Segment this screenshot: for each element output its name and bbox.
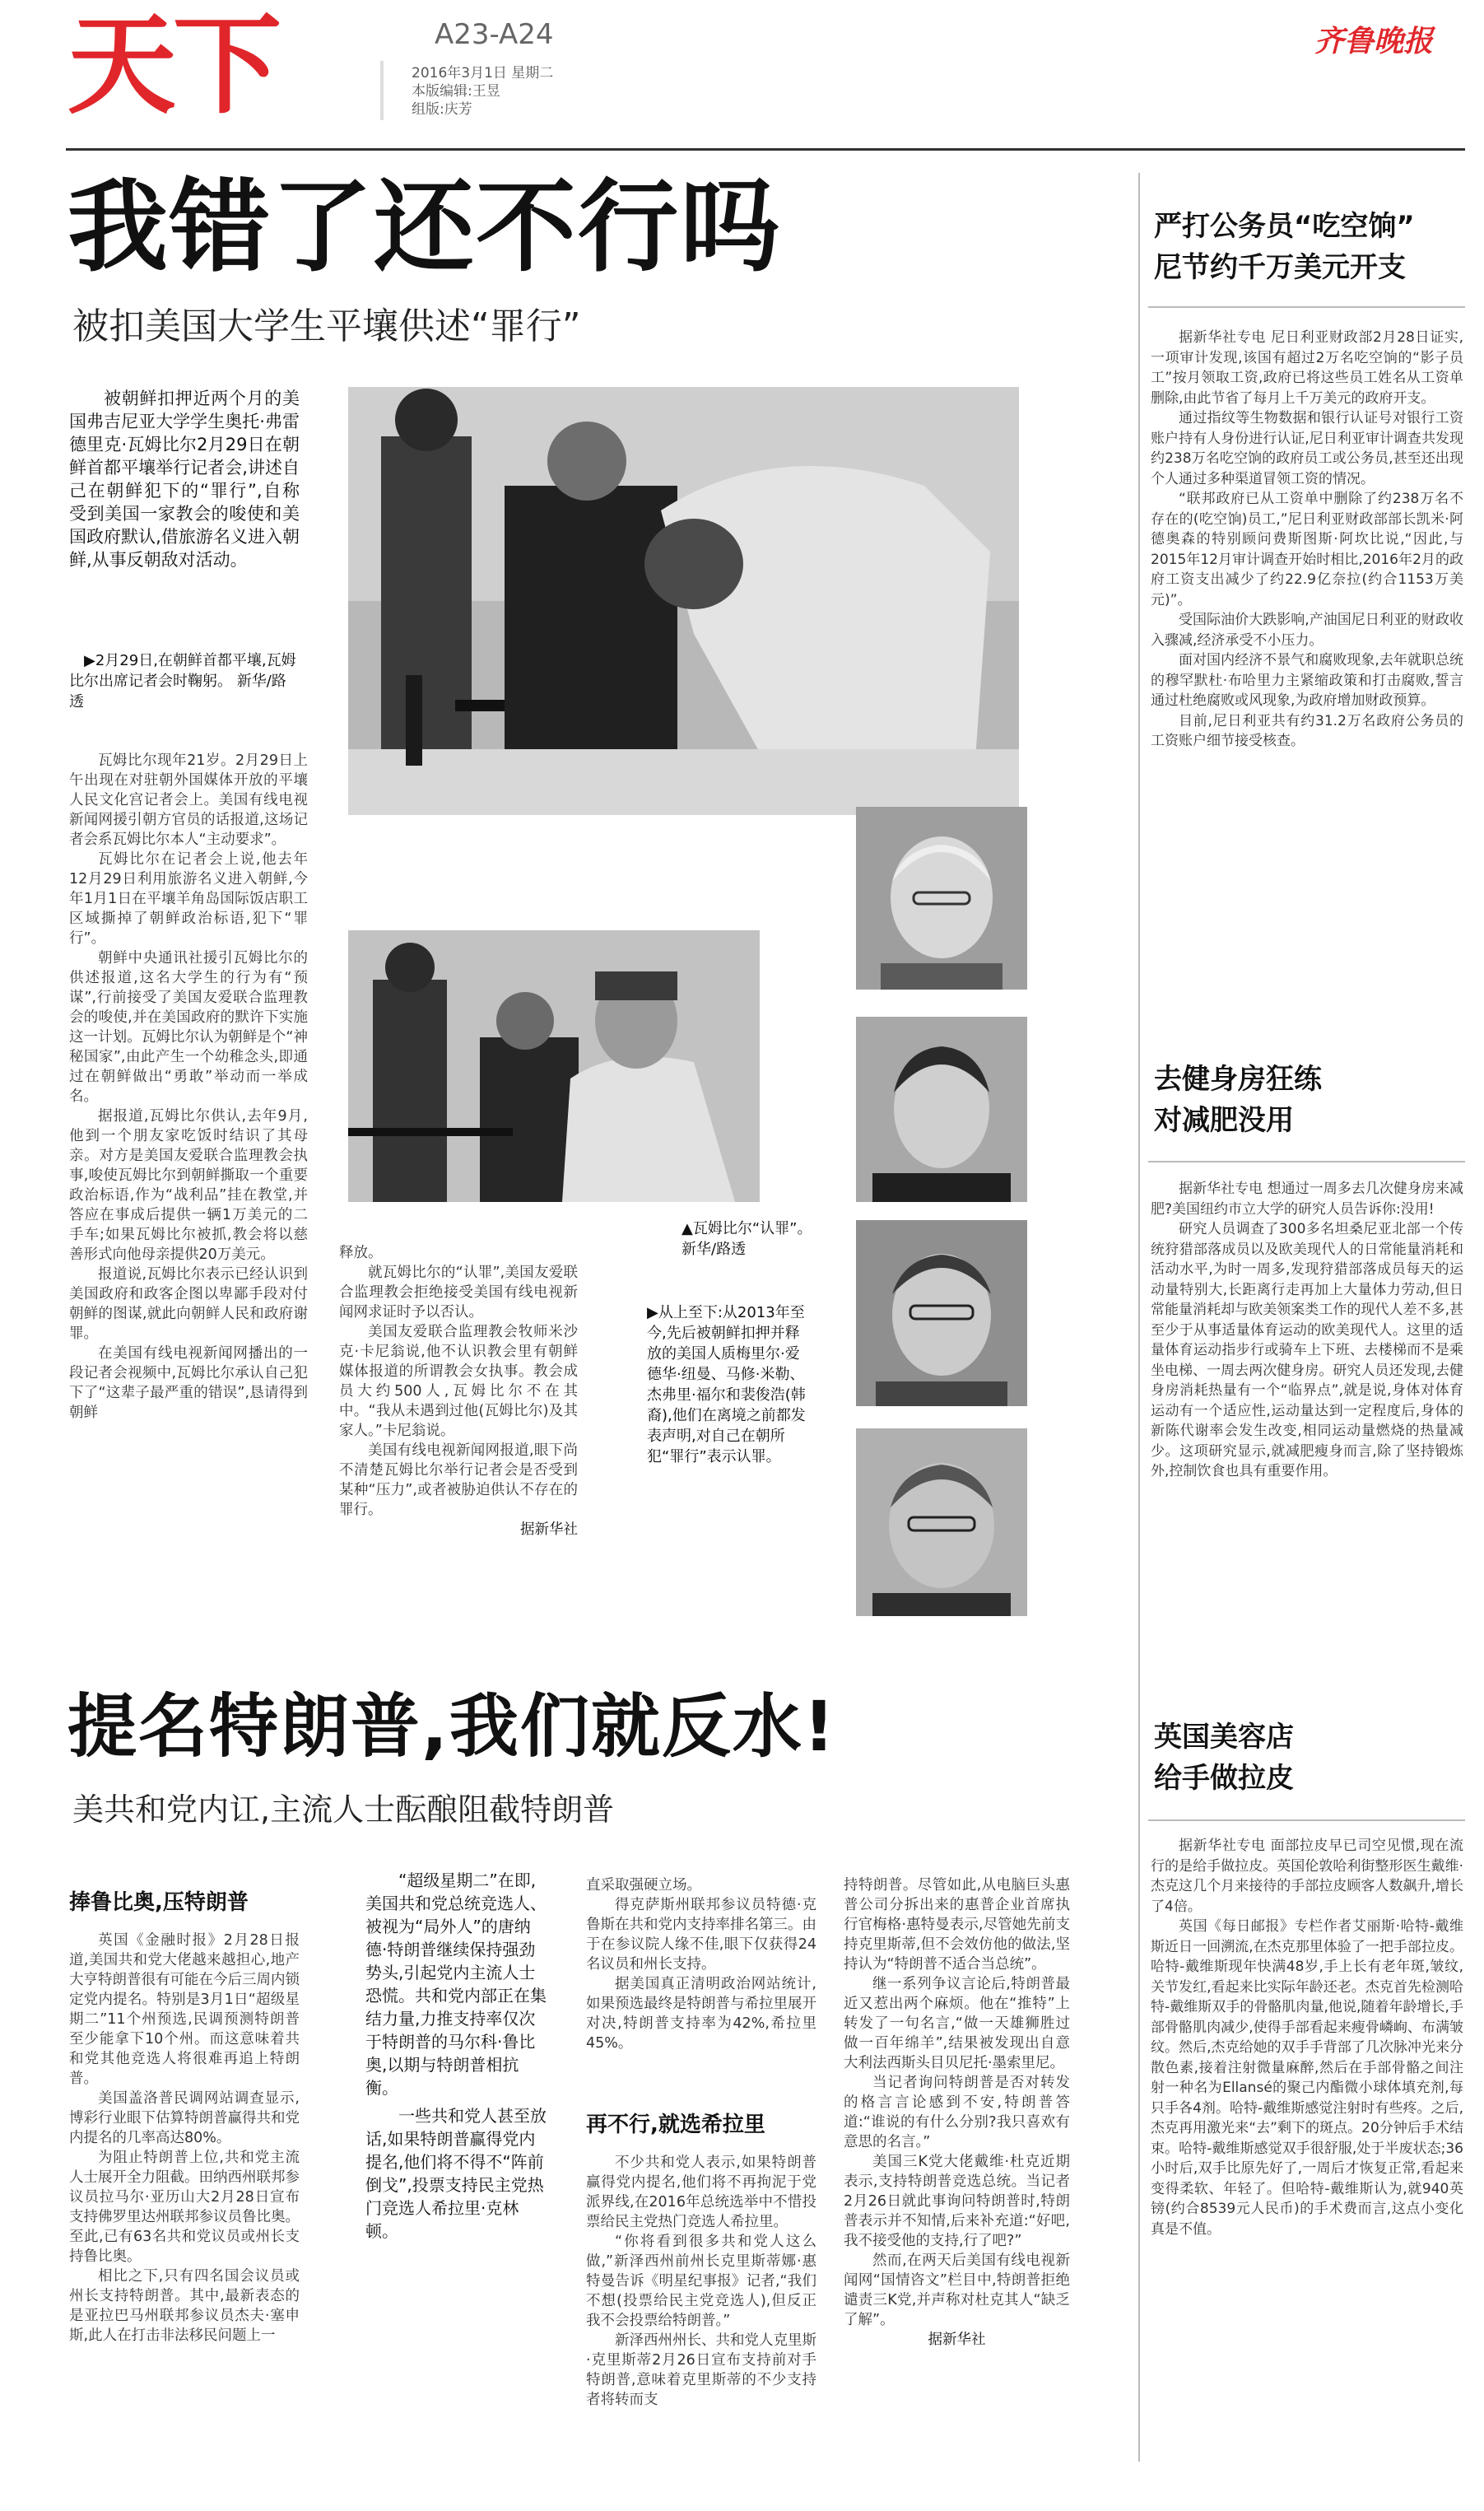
photo-student-bowing-image: [348, 387, 1019, 815]
masthead: 天下: [67, 2, 278, 129]
paragraph: 瓦姆比尔现年21岁。2月29日上午出现在对驻朝外国媒体开放的平壤人民文化宫记者会上。美国有线电视新闻网援引朝方官员的话报道,这场记者会系瓦姆比尔本人“主动要求”。: [69, 752, 308, 848]
paragraph: 受国际油价大跌影响,产油国尼日利亚的财政收入骤减,经济承受不小压力。: [1151, 612, 1463, 649]
header-rule: [66, 148, 1465, 151]
photo-student-bowing: [348, 387, 1019, 815]
paragraph: 报道说,瓦姆比尔表示已经认识到美国政府和政客企图以卑鄙手段对付朝鲜的图谋,就此向朝鲜人民和政府谢罪。: [69, 1266, 308, 1342]
portrait-fowle-image: [856, 1220, 1027, 1406]
sidebar-story1-title: [1154, 206, 1415, 288]
story2-column3: [586, 1875, 816, 2053]
meta-divider: [380, 61, 384, 120]
portrait-miller-image: [856, 1017, 1027, 1202]
sidebar-rule: [1148, 1161, 1465, 1162]
portraits-caption: ▶从上至下:从2013年至今,先后被朝鲜扣押并释放的美国人质梅里尔·爱德华·纽曼、马修·米勒、杰弗里·福尔和裴俊浩(韩裔),他们在离境之前都发表声明,对自己在朝所犯“罪行”表示认罪。: [647, 1304, 806, 1465]
paragraph: 得克萨斯州联邦参议员特德·克鲁斯在共和党内支持率排名第三。由于在参议院人缘不佳,眼下仅获得24名议员和州长支持。: [586, 1897, 816, 1973]
sidebar-divider: [1138, 173, 1140, 2462]
paragraph: 为阻止特朗普上位,共和党主流人士展开全力阻截。田纳西州联邦参议员拉马尔·亚历山大2月28日宣布支持佛罗里达州联邦参议员鲁比奥。至此,已有63名共和党议员或州长支持鲁比奥。: [69, 2150, 300, 2265]
paragraph: 美国三K党大佬戴维·杜克近期表示,支持特朗普竞选总统。当记者2月26日就此事询问特朗普时,特朗普表示并不知情,后来补充道:“好吧,我不接受他的支持,行了吧?”: [844, 2154, 1070, 2249]
story2-column1: [69, 1931, 300, 2346]
story2-headline: 提名特朗普,我们就反水!: [67, 1686, 837, 1767]
paragraph: 一些共和党人甚至放话,如果特朗普赢得党内提名,他们将不得不“阵前倒戈”,投票支持民主党热门竞选人希拉里·克林顿。: [365, 2106, 547, 2241]
paragraph: 英国《金融时报》2月28日报道,美国共和党大佬越来越担心,地产大亨特朗普很有可能在今后三周内锁定党内提名。特别是3月1日“超级星期二”11个州预选,民调预测特朗普至少能拿下10个州。而这意味着共和党其他竞选人将很难再追上特朗普。: [69, 1932, 300, 2087]
portrait-newman-image: [856, 807, 1027, 990]
paragraph: 直采取强硬立场。: [586, 1877, 701, 1894]
paragraph: 释放。: [339, 1245, 383, 1261]
portrait-fowle: [856, 1220, 1027, 1406]
story1-headline: 我错了还不行吗: [67, 169, 782, 286]
title-line: 去健身房狂练: [1154, 1063, 1322, 1096]
story2-section1-title: 捧鲁比奥,压特朗普: [69, 1890, 249, 1915]
story2-credit: 据新华社: [928, 2332, 986, 2348]
story2-section2-title: 再不行,就选希拉里: [586, 2113, 765, 2137]
photo-student-speaking: [348, 930, 760, 1202]
title-line: 尼节约千万美元开支: [1154, 251, 1406, 284]
paragraph: 据美国真正清明政治网站统计,如果预选最终是特朗普与希拉里展开对决,特朗普支持率为42%,希拉里45%。: [586, 1976, 816, 2052]
paragraph: 然而,在两天后美国有线电视新闻网“国情咨文”栏目中,特朗普拒绝谴责三K党,并声称对杜克其人“缺乏了解”。: [844, 2252, 1070, 2328]
sidebar-rule: [1148, 306, 1465, 308]
story2-column4: [844, 1875, 1070, 2350]
paragraph: 相比之下,只有四名国会议员或州长支持特朗普。其中,最新表态的是亚拉巴马州联邦参议员杰夫·塞申斯,此人在打击非法移民问题上一: [69, 2268, 300, 2344]
title-line: 英国美容店: [1154, 1721, 1294, 1754]
title-line: 对减肥没用: [1154, 1104, 1294, 1137]
paragraph: 在美国有线电视新闻网播出的一段记者会视频中,瓦姆比尔承认自己犯下了“这辈子最严重的错误”,恳请得到朝鲜: [69, 1345, 308, 1421]
title-line: 给手做拉皮: [1154, 1762, 1294, 1795]
story1-column2: [339, 1243, 578, 1540]
paragraph: 就瓦姆比尔的“认罪”,美国友爱联合监理教会拒绝接受美国有线电视新闻网求证时予以否认。: [339, 1265, 578, 1321]
sidebar-rule: [1148, 1819, 1465, 1821]
paragraph: 据新华社专电 面部拉皮早已司空见惯,现在流行的是给手做拉皮。英国伦敦哈利街整形医生戴维·杰克这几个月来接待的手部拉皮顾客人数飙升,增长了4倍。: [1151, 1838, 1463, 1915]
portrait-bae-image: [856, 1428, 1027, 1616]
portrait-bae: [856, 1428, 1027, 1616]
story2-intro: [365, 1869, 547, 2243]
paragraph: 持特朗普。尽管如此,从电脑巨头惠普公司分拆出来的惠普企业首席执行官梅格·惠特曼表示,尽管她先前支持克里斯蒂,但不会效仿他的做法,坚持认为“特朗普不适合当总统”。: [844, 1877, 1070, 1973]
sidebar-story3-title: [1154, 1717, 1294, 1799]
paragraph: 通过指纹等生物数据和银行认证号对银行工资账户持有人身份进行认证,尼日利亚审计调查共发现约238万名吃空饷的政府员工或公务员,甚至还出现个人通过多种渠道冒领工资的情况。: [1151, 410, 1463, 487]
portrait-newman: [856, 807, 1027, 990]
paragraph: 目前,尼日利亚共有约31.2万名政府公务员的工资账户细节接受核查。: [1151, 712, 1463, 749]
paragraph: 朝鲜中央通讯社援引瓦姆比尔的供述报道,这名大学生的行为有“预谋”,行前接受了美国友爱联合监理教会的唆使,并在美国政府的默许下实施这一计划。瓦姆比尔认为朝鲜是个“神秘国家”,由此产生一个幼稚念头,即通过在朝鲜做出“勇敢”举动而一举成名。: [69, 950, 308, 1105]
photo-student-speaking-image: [348, 930, 760, 1202]
paragraph: “联邦政府已从工资单中删除了约238万名不存在的(吃空饷)员工,”尼日利亚财政部部长凯米·阿德奥森的特别顾问费斯图斯·阿坎比说,“因此,与2015年12月审计调查开始时相比,2016年2月的政府工资支出减少了约22.9亿奈拉(约合1153万美元)”。: [1151, 491, 1463, 608]
paragraph: 美国友爱联合监理教会牧师米沙克·卡尼翁说,他不认识教会里有朝鲜媒体报道的所谓教会女执事。教会成员大约500人,瓦姆比尔不在其中。“我从未遇到过他(瓦姆比尔)及其家人。”卡尼翁说。: [339, 1324, 578, 1439]
paragraph: 据新华社专电 想通过一周多去几次健身房来减肥?美国纽约市立大学的研究人员告诉你:没用!: [1151, 1181, 1463, 1218]
title-line: 严打公务员“吃空饷”: [1154, 210, 1415, 243]
paragraph: 美国有线电视新闻网报道,眼下尚不清楚瓦姆比尔举行记者会是否受到某种“压力”,或者被胁迫供认不存在的罪行。: [339, 1442, 578, 1518]
story1-column1: [69, 751, 308, 1423]
paragraph: “你将看到很多共和党人这么做,”新泽西州前州长克里斯蒂娜·惠特曼告诉《明星纪事报》记者,“我们不想(投票给民主党竞选人),但反正我不会投票给特朗普。”: [586, 2234, 816, 2329]
story2-subhead: 美共和党内讧,主流人士酝酿阻截特朗普: [72, 1791, 615, 1828]
layout-credit: 组版:庆芳: [412, 101, 472, 118]
newspaper-logo: 齐鲁晚报: [1314, 24, 1434, 58]
issue-meta: [412, 64, 553, 119]
paragraph: 新泽西州州长、共和党人克里斯·克里斯蒂2月26日宣布支持前对手特朗普,意味着克里斯蒂的不少支持者将转而支: [586, 2332, 816, 2408]
sidebar-story2-text: [1151, 1179, 1463, 1482]
story1-credit: 据新华社: [520, 1521, 578, 1538]
paragraph: 研究人员调查了300多名坦桑尼亚北部一个传统狩猎部落成员以及欧美现代人的日常能量消耗和活动水平,为时一周多,发现狩猎部落成员每天的运动量特别大,长距离行走再加上大量体力劳动,但日常能量消耗却与欧美领案类工作的现代人差不多,甚至少于从事适量体育运动的欧美现代人。这里的适量体育运动指步行或骑车上下班、去楼梯而不是乘坐电梯、一周去两次健身房。研究人员还发现,去健身房消耗热量有一个“临界点”,就是说,身体对体育运动有一个适应性,运动量达到一定程度后,身体的新陈代谢率会发生改变,相同运动量燃烧的热量减少。这项研究显示,就减肥瘦身而言,除了坚持锻炼外,控制饮食也具有重要作用。: [1151, 1221, 1463, 1479]
paragraph: 据新华社专电 尼日利亚财政部2月28日证实,一项审计发现,该国有超过2万名吃空饷的“影子员工”按月领取工资,政府已将这些员工姓名从工资单删除,由此节省了每月上千万美元的政府开支。: [1151, 329, 1463, 407]
portrait-miller: [856, 1017, 1027, 1202]
story1-lead: 被朝鲜扣押近两个月的美国弗吉尼亚大学学生奥托·弗雷德里克·瓦姆比尔2月29日在朝鲜首都平壤举行记者会,讲述自己在朝鲜犯下的“罪行”,自称受到美国一家教会的唆使和美国政府默认,借旅游名义进入朝鲜,从事反朝敌对活动。: [69, 389, 300, 570]
paragraph: “超级星期二”在即,美国共和党总统竞选人、被视为“局外人”的唐纳德·特朗普继续保持强劲势头,引起党内主流人士恐慌。共和党内部正在集结力量,力推支持率仅次于特朗普的马尔科·鲁比奥,以期与特朗普相抗衡。: [365, 1870, 547, 2098]
story1-subhead: 被扣美国大学生平壤供述“罪行”: [72, 305, 581, 347]
paragraph: 瓦姆比尔在记者会上说,他去年12月29日利用旅游名义进入朝鲜,今年1月1日在平壤羊角岛国际饭店职工区域撕掉了朝鲜政治标语,犯下“罪行”。: [69, 851, 308, 947]
paragraph: 当记者询问特朗普是否对转发的格言言论感到不安,特朗普答道:“谁说的有什么分别?我只喜欢有意思的名言。”: [844, 2075, 1070, 2150]
paragraph: 英国《每日邮报》专栏作者艾丽斯·哈特-戴维斯近日一回溯流,在杰克那里体验了一把手部拉皮。哈特-戴维斯现年快满48岁,手上长有老年斑,皱纹,关节发红,看起来比实际年龄还老。杰克首先检测哈特-戴维斯双手的骨骼肌肉量,他说,随着年龄增长,手部骨骼肌肉减少,使得手部看起来瘦骨嶙峋、布满皱纹。然后,杰克给她的双手手背部了几次脉冲光来分散色素,接着注射微量麻醉,然后在手部骨骼之间注射一种名为Ellansé的聚己内酯微小球体填充剂,每只手各4剂。哈特-戴维斯感觉注射时有些疼。之后,杰克再用激光来“去”剩下的斑点。20分钟后手术结束。哈特-戴维斯感觉双手很舒服,处于半废状态;36小时后,双手比原先好了,一周后才恢复正常,看起来变得柔软、年轻了。但哈特-戴维斯认为,就940英镑(约合8539元人民币)的手术费而言,这点小变化真是不值。: [1151, 1918, 1463, 2238]
editor-credit: 本版编辑:王昱: [412, 83, 500, 100]
sidebar-story3-text: [1151, 1836, 1463, 2239]
paragraph: 面对国内经济不景气和腐败现象,去年就职总统的穆罕默杜·布哈里力主紧缩政策和打击腐败,誓言通过杜绝腐败或风现象,为政府增加财政预算。: [1151, 652, 1463, 709]
sidebar-story2-title: [1154, 1059, 1322, 1141]
paragraph: 继一系列争议言论后,特朗普最近又惹出两个麻烦。他在“推特”上转发了一句名言,“做一天雄狮胜过做一百年绵羊”,结果被发现出自意大利法西斯头目贝尼托·墨索里尼。: [844, 1976, 1070, 2071]
page-numbers: A23-A24: [435, 18, 554, 51]
paragraph: 据报道,瓦姆比尔供认,去年9月,他到一个朋友家吃饭时结识了其母亲。对方是美国友爱联合监理教会执事,唆使瓦姆比尔到朝鲜撕取一个重要政治标语,作为“战利品”挂在教堂,并答应在事成后提供一辆1万美元的二手车;如果瓦姆比尔被抓,教会将以慈善形式向他母亲提供20万美元。: [69, 1108, 308, 1263]
paragraph: 不少共和党人表示,如果特朗普赢得党内提名,他们将不再拘泥于党派界线,在2016年总统选举中不惜投票给民主党热门竞选人希拉里。: [586, 2155, 816, 2230]
story2-column3b: [586, 2153, 816, 2410]
photo1-caption: ▶2月29日,在朝鲜首都平壤,瓦姆比尔出席记者会时鞠躬。 新华/路透: [69, 652, 296, 710]
sidebar-story1-text: [1151, 328, 1463, 752]
paragraph: 美国盖洛普民调网站调查显示,博彩行业眼下估算特朗普赢得共和党内提名的几率高达80%。: [69, 2090, 300, 2146]
photo2-caption: ▲瓦姆比尔“认罪”。 新华/路透: [682, 1220, 812, 1258]
issue-date: 2016年3月1日 星期二: [412, 65, 554, 82]
